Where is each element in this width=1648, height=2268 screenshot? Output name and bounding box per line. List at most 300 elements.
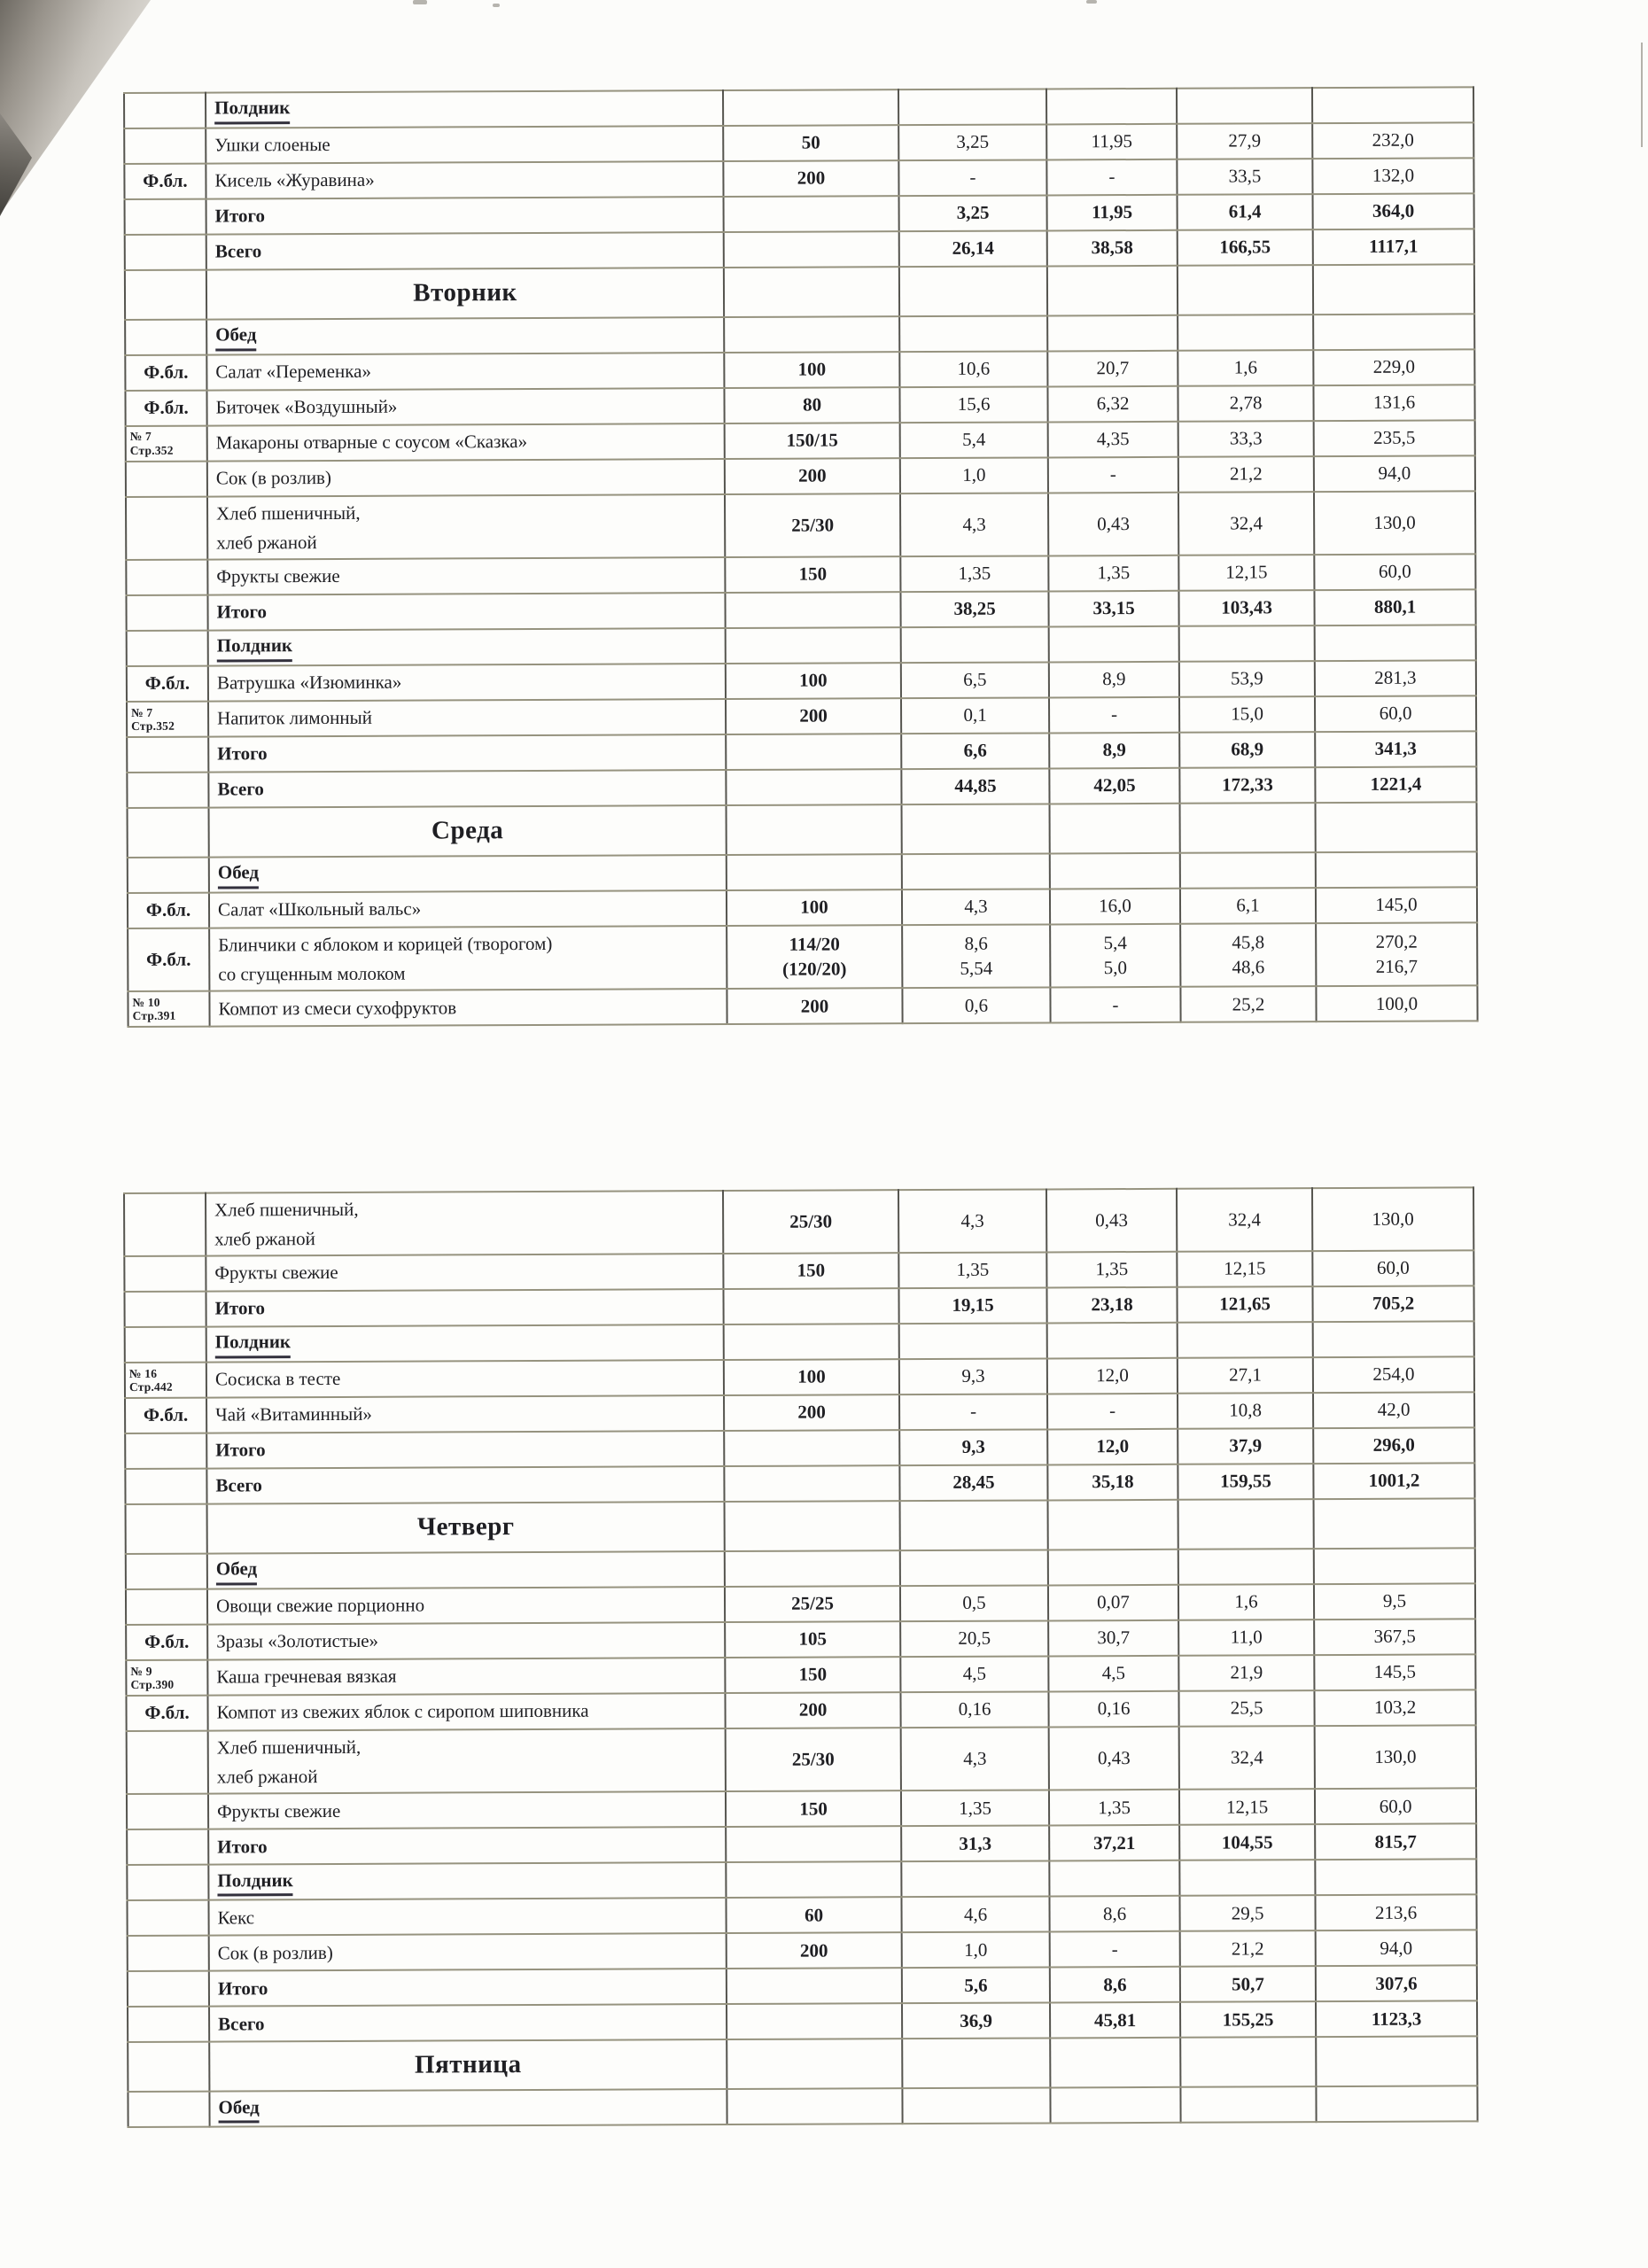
carbs-cell: 159,55 (1178, 1464, 1313, 1500)
dish-name-cell: Хлеб пшеничный, хлеб ржаной (207, 494, 725, 560)
kcal-cell (1315, 625, 1476, 661)
table-row (125, 264, 1474, 320)
dish-name-cell: Всего (208, 770, 726, 808)
kcal-cell: 103,2 (1314, 1689, 1475, 1726)
table-row (127, 625, 1476, 666)
protein-cell: 9,3 (899, 1359, 1047, 1395)
table-row (126, 491, 1475, 560)
dish-name-cell (206, 90, 723, 128)
fat-cell (1049, 1860, 1179, 1897)
fat-cell: 11,95 (1046, 124, 1177, 160)
protein-cell (900, 1501, 1048, 1551)
dish-name-cell: Фрукты свежие (207, 557, 725, 595)
recipe-ref-cell (124, 1256, 206, 1292)
kcal-cell: 60,0 (1315, 1789, 1476, 1825)
carbs-cell (1179, 625, 1315, 662)
portion-cell (725, 1501, 900, 1551)
portion-cell: 25/30 (723, 1190, 898, 1254)
fat-cell: 6,32 (1047, 386, 1178, 423)
table-row (127, 1789, 1476, 1830)
portion-cell (723, 89, 898, 126)
portion-cell: 200 (725, 1692, 900, 1728)
carbs-cell (1178, 1549, 1314, 1585)
kcal-cell: 232,0 (1312, 122, 1473, 159)
recipe-ref-cell (127, 773, 208, 808)
recipe-ref-cell (126, 1554, 207, 1589)
carbs-cell: 166,55 (1178, 229, 1313, 266)
recipe-ref-cell (125, 199, 206, 235)
fat-cell: 4,5 (1048, 1656, 1178, 1692)
fat-cell: 0,16 (1048, 1691, 1178, 1728)
fat-cell: 8,6 (1050, 1967, 1180, 2003)
dish-name-cell: Фрукты свежие (208, 1791, 726, 1829)
table-row (126, 1498, 1475, 1554)
fat-cell (1050, 2087, 1180, 2124)
menu-table-upper (123, 86, 1479, 1028)
protein-cell: 1,0 (900, 457, 1048, 493)
kcal-cell (1316, 2086, 1477, 2123)
carbs-cell (1180, 852, 1316, 889)
kcal-cell: 130,0 (1312, 1187, 1473, 1251)
carbs-cell: 45,8 48,6 (1180, 923, 1316, 987)
kcal-cell (1313, 314, 1474, 350)
dish-name-cell: Напиток лимонный (208, 699, 726, 737)
carbs-cell: 1,6 (1178, 350, 1313, 386)
table-row (128, 851, 1477, 893)
portion-cell (726, 1861, 901, 1898)
fat-cell (1048, 1500, 1178, 1550)
dish-name-cell: Чай «Витаминный» (206, 1395, 724, 1433)
table-row (124, 87, 1473, 128)
portion-cell (725, 1550, 900, 1587)
scanner-edge-artifact (1641, 43, 1643, 147)
recipe-ref-cell (126, 560, 207, 595)
protein-cell: 9,3 (899, 1430, 1047, 1466)
table-row (128, 1966, 1477, 2008)
kcal-cell: 229,0 (1313, 349, 1474, 385)
dish-name-cell: Салат «Переменка» (206, 353, 724, 391)
kcal-cell: 341,3 (1315, 731, 1476, 767)
recipe-ref-cell (127, 1829, 208, 1865)
protein-cell: 19,15 (898, 1288, 1046, 1324)
protein-cell: 1,0 (902, 1932, 1050, 1969)
kcal-cell: 296,0 (1313, 1427, 1474, 1464)
kcal-cell: 42,0 (1313, 1392, 1474, 1428)
fat-cell (1050, 853, 1180, 889)
kcal-cell: 130,0 (1314, 491, 1475, 555)
kcal-cell: 281,3 (1315, 660, 1476, 696)
protein-cell: 1,35 (898, 1253, 1046, 1289)
protein-cell (898, 89, 1046, 125)
dish-name-cell: Итого (208, 734, 726, 773)
scan-speck (413, 0, 427, 4)
fat-cell: - (1046, 159, 1177, 196)
protein-cell: 38,25 (900, 592, 1048, 628)
carbs-cell: 21,9 (1178, 1655, 1314, 1691)
recipe-ref-cell: Ф.бл. (125, 355, 206, 391)
protein-cell: - (899, 1394, 1047, 1431)
protein-cell: 36,9 (902, 2003, 1050, 2039)
kcal-cell (1316, 802, 1477, 852)
protein-cell (902, 854, 1050, 890)
dish-name-cell: Кекс (208, 1898, 726, 1936)
carbs-cell: 21,2 (1178, 456, 1314, 493)
portion-cell (724, 316, 899, 353)
carbs-cell (1178, 1499, 1314, 1550)
dish-name-cell: Итого (206, 1289, 723, 1327)
portion-cell (724, 1465, 899, 1502)
protein-cell: 8,6 5,54 (902, 925, 1050, 989)
table-row (127, 766, 1476, 808)
protein-cell: 1,35 (900, 556, 1048, 593)
portion-cell: 150 (723, 1253, 898, 1289)
kcal-cell (1314, 1498, 1475, 1549)
table-row (126, 420, 1475, 462)
table-row (126, 589, 1475, 631)
protein-cell: 20,5 (900, 1621, 1048, 1658)
menu-table-lower (123, 1186, 1479, 2128)
recipe-ref-cell (124, 93, 206, 128)
recipe-ref-cell (127, 1900, 208, 1936)
carbs-cell: 121,65 (1177, 1286, 1312, 1323)
portion-cell (724, 1430, 899, 1466)
protein-cell: 4,5 (900, 1657, 1048, 1693)
recipe-ref-cell: Ф.бл. (128, 928, 209, 991)
recipe-ref-cell (128, 1971, 209, 2007)
carbs-cell (1178, 315, 1313, 351)
fat-cell (1046, 89, 1177, 125)
portion-cell: 150/15 (725, 423, 900, 459)
table-row (125, 384, 1474, 426)
carbs-cell: 29,5 (1179, 1895, 1315, 1931)
dish-name-cell: Четверг (207, 1502, 725, 1554)
portion-cell: 114/20 (120/20) (727, 925, 902, 989)
carbs-cell (1178, 1322, 1313, 1358)
table-row (124, 122, 1473, 164)
carbs-cell: 27,9 (1177, 123, 1312, 159)
fat-cell: 11,95 (1047, 195, 1178, 231)
dish-name-cell: Всего (209, 2004, 727, 2042)
fat-cell (1048, 1550, 1178, 1586)
dish-name-cell: Всего (206, 1466, 724, 1504)
recipe-ref-cell: Ф.бл. (126, 1625, 207, 1660)
dish-name-cell: Итого (208, 1827, 726, 1865)
recipe-ref-cell (127, 1731, 208, 1794)
fat-cell: 23,18 (1046, 1287, 1177, 1324)
dish-name-cell: Сок (в розлив) (209, 1933, 727, 1971)
protein-cell: 3,25 (898, 124, 1046, 160)
recipe-ref-cell (124, 128, 206, 164)
meal-section-label: Полдник (214, 97, 290, 125)
protein-cell: 3,25 (899, 195, 1047, 231)
portion-cell: 80 (724, 387, 899, 423)
recipe-ref-cell: № 7 Стр.352 (127, 702, 208, 737)
meal-section-label: Обед (215, 323, 256, 351)
kcal-cell: 270,2 216,7 (1316, 922, 1477, 986)
fat-cell: 16,0 (1050, 889, 1180, 925)
fat-cell: 1,35 (1048, 555, 1178, 592)
recipe-ref-cell (128, 2007, 209, 2042)
kcal-cell (1315, 1860, 1476, 1896)
portion-cell (727, 2088, 902, 2124)
carbs-cell: 68,9 (1179, 732, 1315, 768)
protein-cell (902, 2039, 1050, 2089)
table-row (126, 1583, 1475, 1625)
portion-cell (724, 231, 899, 268)
portion-cell (727, 1968, 902, 2004)
dish-name-cell (209, 855, 727, 893)
fat-cell: 0,43 (1048, 493, 1178, 556)
table-row (127, 660, 1476, 702)
table-row (126, 1689, 1475, 1731)
recipe-ref-cell (128, 858, 209, 893)
protein-cell: 28,45 (899, 1465, 1047, 1502)
dish-name-cell: Сок (в розлив) (207, 459, 725, 497)
protein-cell: 1,35 (901, 1790, 1049, 1827)
portion-cell: 200 (727, 1932, 902, 1969)
protein-cell: 0,16 (900, 1692, 1048, 1728)
carbs-cell: 1,6 (1178, 1584, 1314, 1620)
dish-name-cell: Всего (206, 232, 724, 270)
carbs-cell: 11,0 (1178, 1619, 1314, 1656)
dish-name-cell: Ватрушка «Изюминка» (208, 664, 726, 702)
dish-name-cell: Зразы «Золотистые» (207, 1622, 725, 1660)
table-row (127, 1895, 1476, 1937)
dish-name-cell: Хлеб пшеничный, хлеб ржаной (208, 1728, 726, 1794)
carbs-cell (1180, 2037, 1316, 2087)
kcal-cell: 213,6 (1315, 1895, 1476, 1931)
recipe-ref-cell: № 16 Стр.442 (125, 1363, 206, 1398)
table-row (128, 802, 1477, 858)
protein-cell (902, 804, 1050, 855)
carbs-cell: 104,55 (1179, 1824, 1315, 1860)
kcal-cell: 132,0 (1312, 158, 1473, 194)
carbs-cell: 2,78 (1178, 385, 1313, 422)
menu-table-upper-body (124, 87, 1478, 1027)
kcal-cell (1312, 87, 1473, 123)
carbs-cell (1178, 265, 1313, 315)
protein-cell: 6,6 (901, 734, 1049, 770)
portion-cell (724, 196, 899, 232)
protein-cell (899, 315, 1047, 352)
meal-section-label: Обед (218, 2095, 259, 2123)
dish-name-cell: Итого (207, 593, 725, 631)
recipe-ref-cell (128, 1936, 209, 1971)
dish-name-cell: Компот из свежих яблок с сиропом шиповника (207, 1693, 725, 1731)
protein-cell: 4,3 (900, 493, 1048, 556)
dish-name-cell: Итого (209, 1969, 727, 2007)
fat-cell: 1,35 (1049, 1790, 1179, 1826)
fat-cell: 8,6 (1049, 1896, 1179, 1932)
portion-cell: 200 (726, 698, 901, 734)
portion-cell: 105 (725, 1621, 900, 1658)
dish-name-cell: Макароны отварные с соусом «Сказка» (207, 423, 725, 462)
portion-cell (724, 1324, 899, 1360)
fat-cell: - (1047, 1394, 1178, 1430)
recipe-ref-cell: Ф.бл. (125, 1398, 206, 1433)
recipe-ref-cell (125, 1327, 206, 1363)
recipe-ref-cell (124, 1292, 206, 1327)
fat-cell: 0,43 (1046, 1189, 1177, 1253)
recipe-ref-cell (124, 1193, 206, 1256)
carbs-cell: 10,8 (1178, 1393, 1313, 1429)
fat-cell: 8,9 (1049, 733, 1179, 769)
protein-cell: 44,85 (901, 769, 1049, 805)
protein-cell: 5,4 (900, 422, 1048, 458)
dish-name-cell: Ушки слоеные (206, 126, 723, 164)
protein-cell: 6,5 (901, 663, 1049, 699)
portion-cell: 50 (723, 125, 898, 161)
table-row (124, 1285, 1473, 1327)
table-row (126, 1548, 1475, 1589)
protein-cell: 26,14 (899, 230, 1047, 267)
table-row (125, 1463, 1474, 1504)
kcal-cell (1316, 851, 1477, 888)
dish-name-cell: Кисель «Журавина» (206, 161, 723, 199)
table-row (125, 349, 1474, 391)
carbs-cell: 27,1 (1178, 1357, 1313, 1394)
kcal-cell: 1123,3 (1316, 2001, 1477, 2038)
carbs-cell: 172,33 (1179, 767, 1315, 804)
table-row (127, 695, 1476, 737)
protein-cell: 0,1 (901, 698, 1049, 734)
kcal-cell: 705,2 (1312, 1285, 1473, 1322)
kcal-cell: 145,0 (1316, 887, 1477, 923)
table-row (125, 314, 1474, 355)
fat-cell: - (1049, 697, 1179, 734)
portion-cell (726, 769, 901, 805)
recipe-ref-cell (125, 320, 206, 355)
table-row (125, 1356, 1474, 1398)
dish-name-cell: Хлеб пшеничный, хлеб ржаной (206, 1191, 723, 1256)
dish-name-cell: Вторник (206, 268, 724, 320)
carbs-cell: 37,9 (1178, 1428, 1313, 1464)
fat-cell: - (1048, 457, 1178, 493)
dish-name-cell: Итого (206, 197, 724, 235)
kcal-cell: 131,6 (1313, 384, 1474, 421)
portion-cell: 150 (726, 1790, 901, 1827)
protein-cell: 5,6 (902, 1968, 1050, 2004)
table-row (125, 1427, 1474, 1469)
recipe-ref-cell (127, 631, 208, 666)
recipe-ref-cell: Ф.бл. (125, 391, 206, 426)
kcal-cell (1316, 2037, 1477, 2087)
table-row (125, 1321, 1474, 1363)
carbs-cell: 32,4 (1178, 492, 1314, 555)
portion-cell: 200 (725, 458, 900, 494)
carbs-cell (1180, 803, 1316, 853)
fat-cell: 12,0 (1047, 1358, 1178, 1394)
protein-cell (902, 2088, 1050, 2124)
carbs-cell: 21,2 (1180, 1930, 1316, 1967)
table-row (128, 986, 1477, 1028)
kcal-cell: 364,0 (1313, 193, 1474, 229)
scan-speck (1086, 0, 1097, 4)
table-row (128, 887, 1477, 928)
recipe-ref-cell (127, 737, 208, 773)
kcal-cell (1314, 1548, 1475, 1584)
table-row (128, 1930, 1477, 1972)
fat-cell (1049, 626, 1179, 663)
carbs-cell (1179, 1860, 1315, 1896)
portion-cell: 200 (724, 1394, 899, 1431)
recipe-ref-cell (128, 808, 209, 858)
protein-cell (901, 627, 1049, 664)
protein-cell: 0,6 (902, 988, 1050, 1024)
recipe-ref-cell (126, 462, 207, 497)
fat-cell: - (1050, 987, 1180, 1023)
recipe-ref-cell (126, 1504, 207, 1554)
kcal-cell: 60,0 (1314, 554, 1475, 590)
protein-cell: - (898, 159, 1046, 196)
dish-name-cell (208, 1862, 726, 1900)
portion-cell: 100 (724, 1359, 899, 1395)
kcal-cell: 60,0 (1312, 1250, 1473, 1286)
table-row (126, 455, 1475, 497)
kcal-cell: 880,1 (1314, 589, 1475, 625)
kcal-cell: 307,6 (1316, 1966, 1477, 2002)
fat-cell: 38,58 (1047, 230, 1178, 267)
carbs-cell: 32,4 (1179, 1726, 1315, 1790)
kcal-cell (1313, 264, 1474, 315)
kcal-cell: 130,0 (1315, 1725, 1476, 1789)
fat-cell: 5,4 5,0 (1050, 924, 1180, 988)
dish-name-cell (209, 2089, 727, 2127)
kcal-cell: 145,5 (1314, 1654, 1475, 1690)
portion-cell (727, 2003, 902, 2039)
table-row (124, 1187, 1473, 1256)
portion-cell: 25/30 (726, 1728, 901, 1791)
recipe-ref-cell (126, 497, 207, 560)
recipe-ref-cell (126, 595, 207, 631)
carbs-cell: 61,4 (1178, 194, 1313, 230)
table-row (127, 1860, 1476, 1901)
recipe-ref-cell (125, 270, 206, 320)
fat-cell (1047, 266, 1178, 316)
protein-cell (899, 266, 1047, 316)
protein-cell (900, 1550, 1048, 1587)
kcal-cell: 94,0 (1316, 1930, 1477, 1967)
kcal-cell: 367,5 (1314, 1619, 1475, 1655)
kcal-cell: 254,0 (1313, 1356, 1474, 1393)
fat-cell: 0,07 (1048, 1585, 1178, 1621)
dish-name-cell: Биточек «Воздушный» (206, 388, 724, 426)
recipe-ref-cell: Ф.бл. (124, 164, 206, 199)
recipe-ref-cell: № 7 Стр.352 (126, 426, 207, 462)
fat-cell (1050, 804, 1180, 854)
portion-cell (727, 804, 902, 855)
protein-cell: 4,6 (901, 1897, 1049, 1933)
table-row (124, 1250, 1473, 1292)
carbs-cell: 53,9 (1179, 661, 1315, 697)
table-row (128, 922, 1477, 991)
table-row (127, 1725, 1476, 1794)
dish-name-cell (208, 628, 726, 666)
protein-cell (901, 1861, 1049, 1898)
portion-cell (726, 734, 901, 770)
meal-section-label: Полдник (217, 1868, 292, 1897)
recipe-ref-cell (126, 1589, 207, 1625)
carbs-cell: 12,15 (1177, 1251, 1312, 1287)
carbs-cell: 155,25 (1180, 2001, 1316, 2038)
table-row (127, 1824, 1476, 1866)
dish-name-cell: Блинчики с яблоком и корицей (творогом) со сгущенным молоком (209, 926, 727, 991)
carbs-cell: 33,5 (1177, 159, 1312, 195)
carbs-cell: 32,4 (1177, 1188, 1312, 1252)
portion-cell (726, 627, 901, 664)
meal-section-label: Обед (218, 861, 259, 889)
kcal-cell: 100,0 (1316, 986, 1477, 1022)
